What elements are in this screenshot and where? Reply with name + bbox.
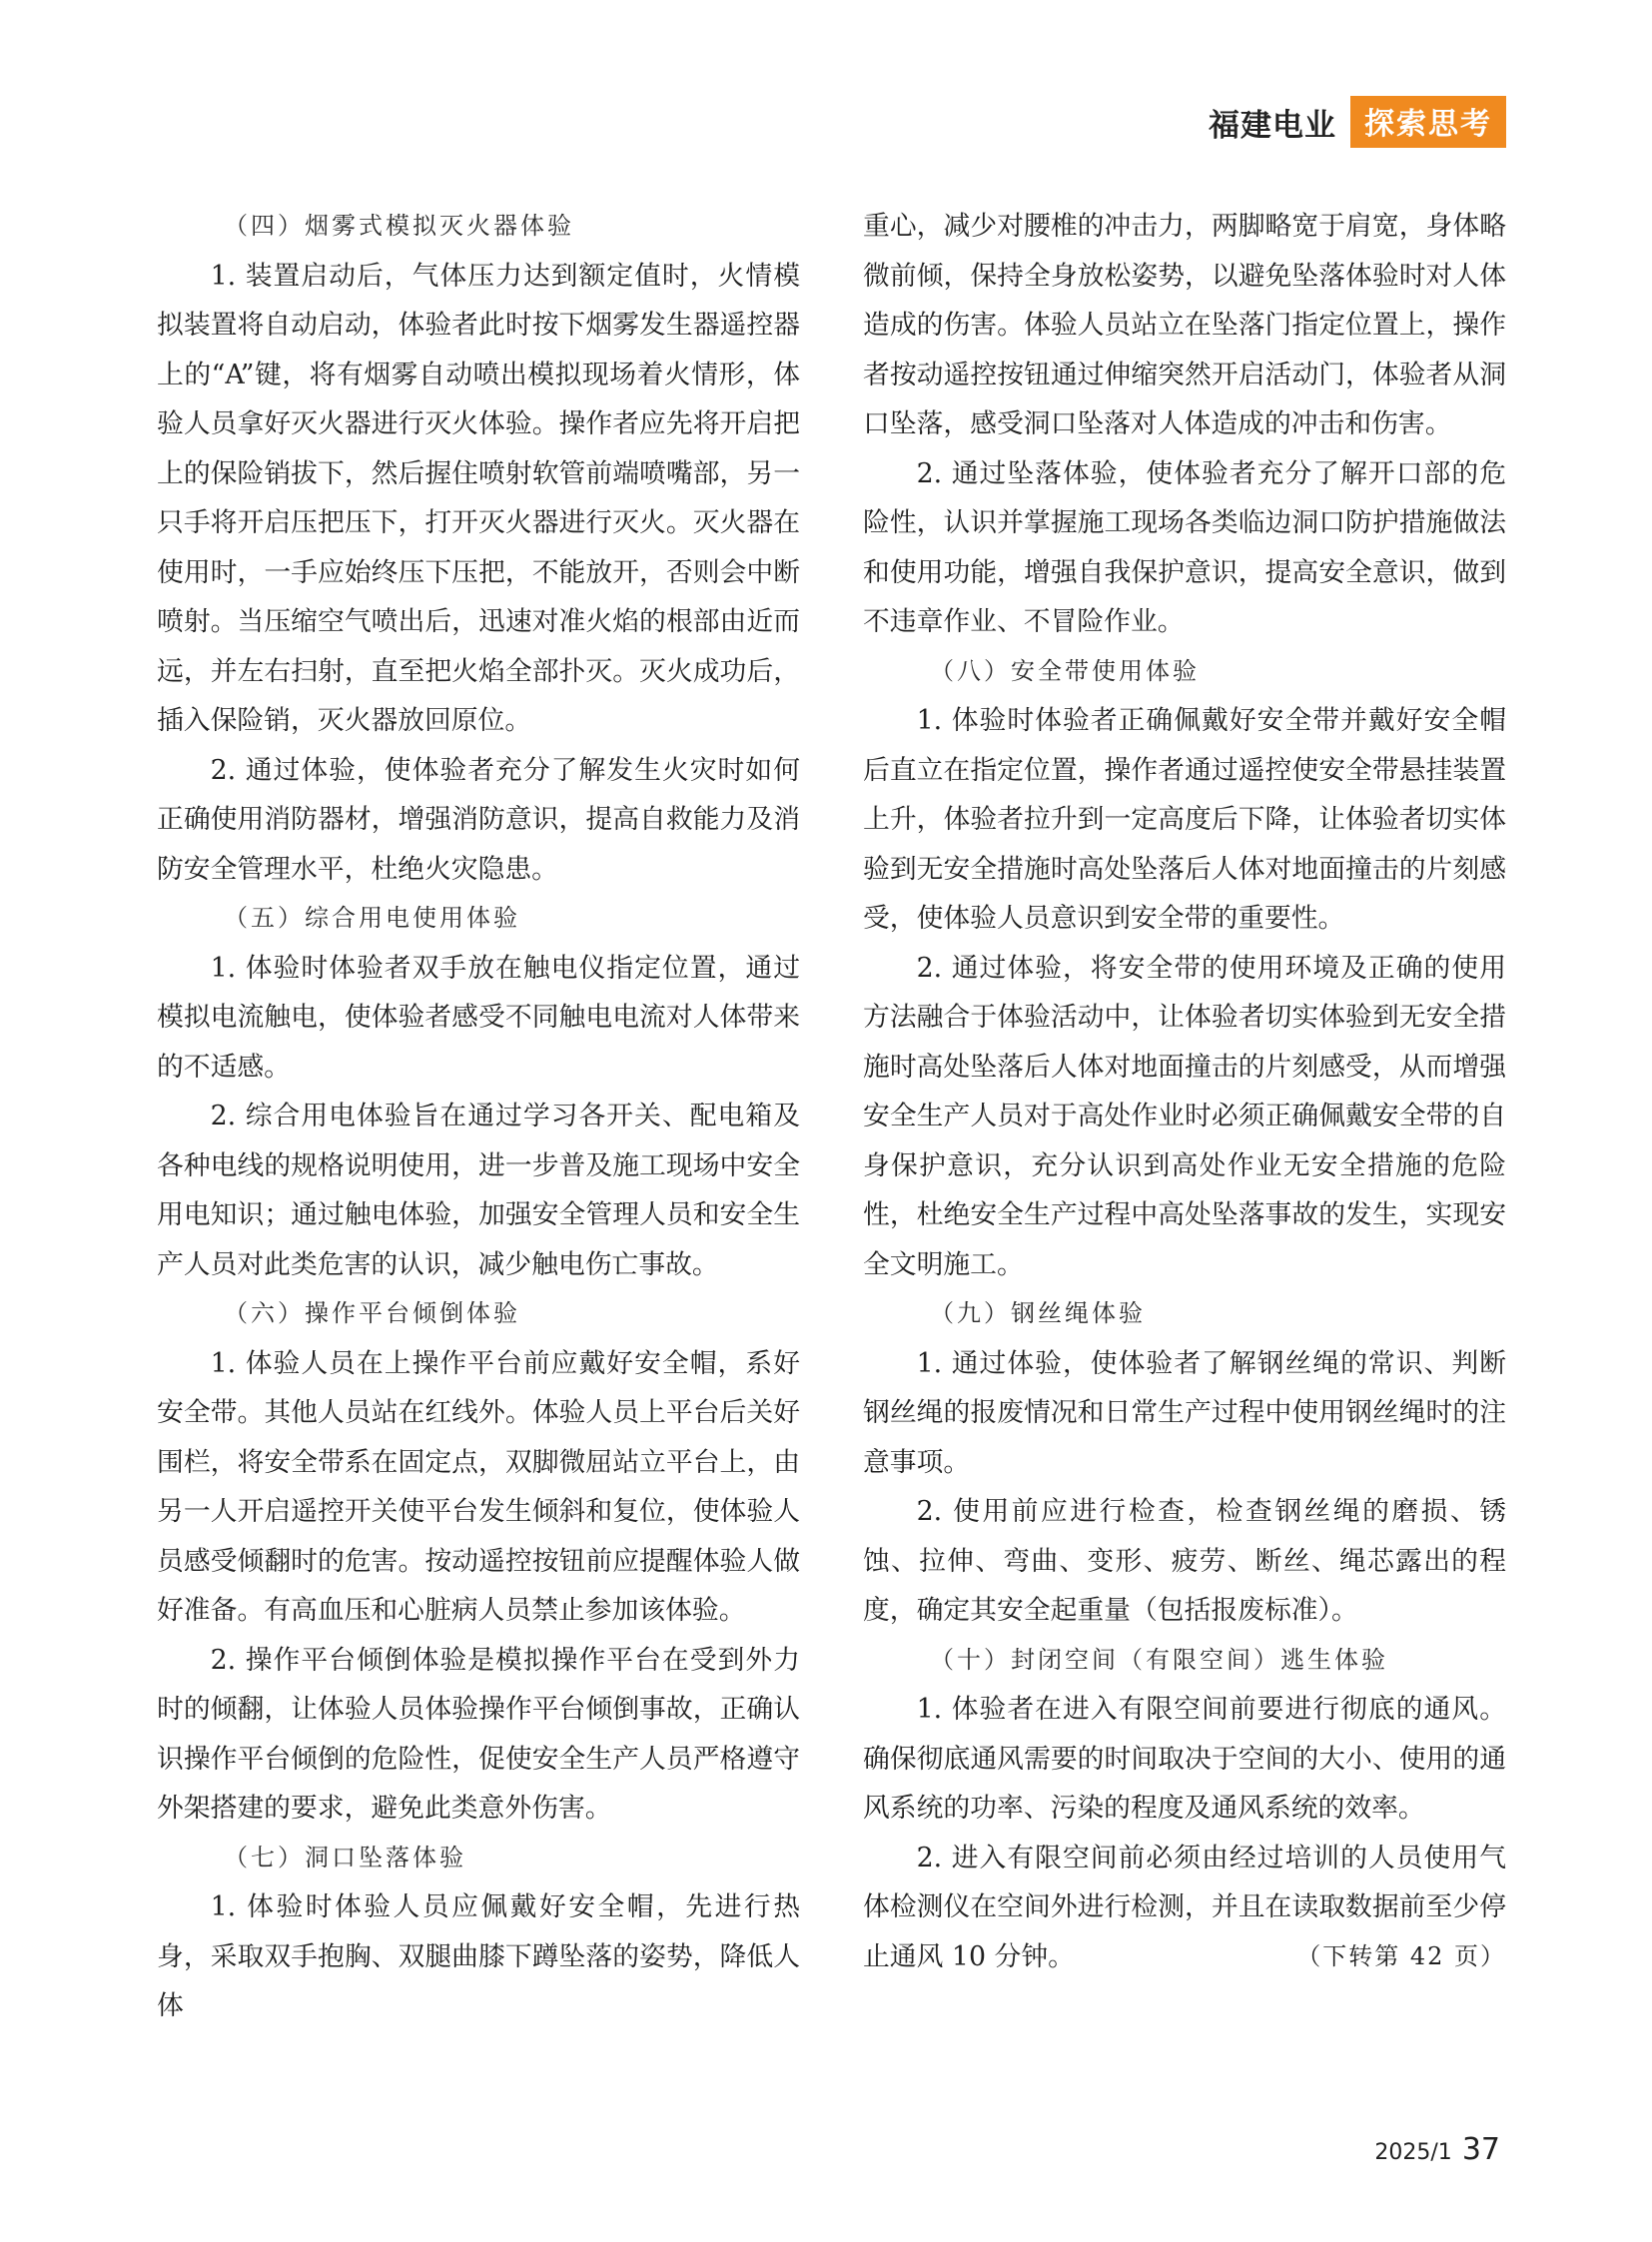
- paragraph-text: （七）洞口坠落体验: [224, 1843, 466, 1871]
- paragraph-text: 1. 体验时体验者双手放在触电仪指定位置，通过模拟电流触电，使体验者感受不同触电电流对人体带来的不适感。: [157, 952, 800, 1083]
- paragraph: [157, 1882, 800, 2031]
- paragraph-text: 2. 综合用电体验旨在通过学习各开关、配电箱及各种电线的规格说明使用，进一步普及施工现场中安全用电知识；通过触电体验，加强安全管理人员和安全生产人员对此类危害的认识，减少触电伤亡事故。: [157, 1101, 800, 1280]
- paragraph-text: （四）烟雾式模拟灭火器体验: [224, 212, 574, 240]
- paragraph: [863, 696, 1506, 944]
- paragraph-text: 1. 通过体验，使体验者了解钢丝绳的常识、判断钢丝绳的报废情况和日常生产过程中使用钢丝绳时的注意事项。: [863, 1347, 1506, 1478]
- paragraph: [863, 1339, 1506, 1488]
- section-heading: [863, 647, 1506, 697]
- section-heading: [863, 1636, 1506, 1686]
- paragraph-text: 1. 体验人员在上操作平台前应戴好安全帽，系好安全带。其他人员站在红线外。体验人员上平台后关好围栏，将安全带系在固定点，双脚微屈站立平台上，由另一人开启遥控开关使平台发生倾斜和复位，使体验人员感受倾翻时的危害。按动遥控按钮前应提醒体验人做好准备。有高血压和心脏病人员禁止参加该体验。: [157, 1347, 800, 1626]
- journal-name: 福建电业: [1209, 107, 1336, 144]
- paragraph-text: 2. 使用前应进行检查，检查钢丝绳的磨损、锈蚀、拉伸、弯曲、变形、疲劳、断丝、绳芯露出的程度，确定其安全起重量（包括报废标准）。: [863, 1496, 1506, 1626]
- page-footer: [1374, 2132, 1500, 2167]
- paragraph-text: 1. 体验者在进入有限空间前要进行彻底的通风。确保彻底通风需要的时间取决于空间的大小、使用的通风系统的功率、污染的程度及通风系统的效率。: [863, 1694, 1506, 1824]
- paragraph: [157, 1092, 800, 1289]
- paragraph-text: 2. 通过坠落体验，使体验者充分了解开口部的危险性，认识并掌握施工现场各类临边洞口防护措施做法和使用功能，增强自我保护意识，提高安全意识，做到不违章作业、不冒险作业。: [863, 457, 1506, 637]
- paragraph: [157, 1636, 800, 1834]
- paragraph-text: （八）安全带使用体验: [930, 656, 1200, 685]
- paragraph: [157, 746, 800, 895]
- paragraph: [157, 252, 800, 746]
- page-header: [1209, 96, 1506, 148]
- paragraph: [157, 944, 800, 1093]
- paragraph-text: 重心，减少对腰椎的冲击力，两脚略宽于肩宽，身体略微前倾，保持全身放松姿势，以避免坠落体验时对人体造成的伤害。体验人员站立在坠落门指定位置上，操作者按动遥控按钮通过伸缩突然开启活动门，体验者从洞口坠落，感受洞口坠落对人体造成的冲击和伤害。: [863, 211, 1506, 439]
- continued-note: （下转第 42 页）: [1296, 1941, 1506, 1970]
- paragraph: [863, 449, 1506, 647]
- section-heading: [157, 202, 800, 252]
- section-heading: [157, 1289, 800, 1339]
- page-number: 37: [1461, 2132, 1500, 2167]
- paragraph-text: 2. 通过体验，将安全带的使用环境及正确的使用方法融合于体验活动中，让体验者切实体验到无安全措施时高处坠落后人体对地面撞击的片刻感受，从而增强安全生产人员对于高处作业时必须正确佩戴安全带的自身保护意识，充分认识到高处作业无安全措施的危险性，杜绝安全生产过程中高处坠落事故的发生，实现安全文明施工。: [863, 952, 1506, 1280]
- paragraph-text: 2. 进入有限空间前必须由经过培训的人员使用气体检测仪在空间外进行检测，并且在读取数据前至少停止通风 10 分钟。: [863, 1842, 1506, 1972]
- paragraph-text: （六）操作平台倾倒体验: [224, 1299, 520, 1327]
- paragraph-text: 2. 操作平台倾倒体验是模拟操作平台在受到外力时的倾翻，让体验人员体验操作平台倾倒事故，正确认识操作平台倾倒的危险性，促使安全生产人员严格遵守外架搭建的要求，避免此类意外伤害。: [157, 1644, 800, 1824]
- column-tag: 探索思考: [1350, 96, 1506, 148]
- paragraph: [863, 1834, 1506, 1982]
- paragraph-text: 2. 通过体验，使体验者充分了解发生火灾时如何正确使用消防器材，增强消防意识，提高自救能力及消防安全管理水平，杜绝火灾隐患。: [157, 754, 800, 885]
- paragraph-text: （五）综合用电使用体验: [224, 904, 520, 932]
- right-column: [863, 202, 1506, 1981]
- paragraph: [863, 202, 1506, 449]
- paragraph: [157, 1339, 800, 1636]
- section-heading: [157, 1834, 800, 1883]
- section-heading: [157, 894, 800, 944]
- left-column: [157, 202, 800, 2031]
- paragraph-text: 1. 装置启动后，气体压力达到额定值时，火情模拟装置将自动启动，体验者此时按下烟雾发生器遥控器上的“A”键，将有烟雾自动喷出模拟现场着火情形，体验人员拿好灭火器进行灭火体验。操作者应先将开启把上的保险销拔下，然后握住喷射软管前端喷嘴部，另一只手将开启压把压下，打开灭火器进行灭火。灭火器在使用时，一手应始终压下压把，不能放开，否则会中断喷射。当压缩空气喷出后，迅速对准火焰的根部由近而远，并左右扫射，直至把火焰全部扑灭。灭火成功后，插入保险销，灭火器放回原位。: [157, 260, 800, 736]
- paragraph-text: （九）钢丝绳体验: [930, 1299, 1146, 1327]
- paragraph: [863, 1487, 1506, 1636]
- paragraph: [863, 1685, 1506, 1834]
- paragraph: [863, 944, 1506, 1290]
- issue-number: 2025/1: [1374, 2140, 1452, 2165]
- paragraph-text: （十）封闭空间（有限空间）逃生体验: [930, 1645, 1388, 1674]
- section-heading: [863, 1289, 1506, 1339]
- paragraph-text: 1. 体验时体验者正确佩戴好安全带并戴好安全帽后直立在指定位置，操作者通过遥控使安全带悬挂装置上升，体验者拉升到一定高度后下降，让体验者切实体验到无安全措施时高处坠落后人体对地面撞击的片刻感受，使体验人员意识到安全带的重要性。: [863, 705, 1506, 934]
- paragraph-text: 1. 体验时体验人员应佩戴好安全帽，先进行热身，采取双手抱胸、双腿曲膝下蹲坠落的姿势，降低人体: [157, 1891, 800, 2021]
